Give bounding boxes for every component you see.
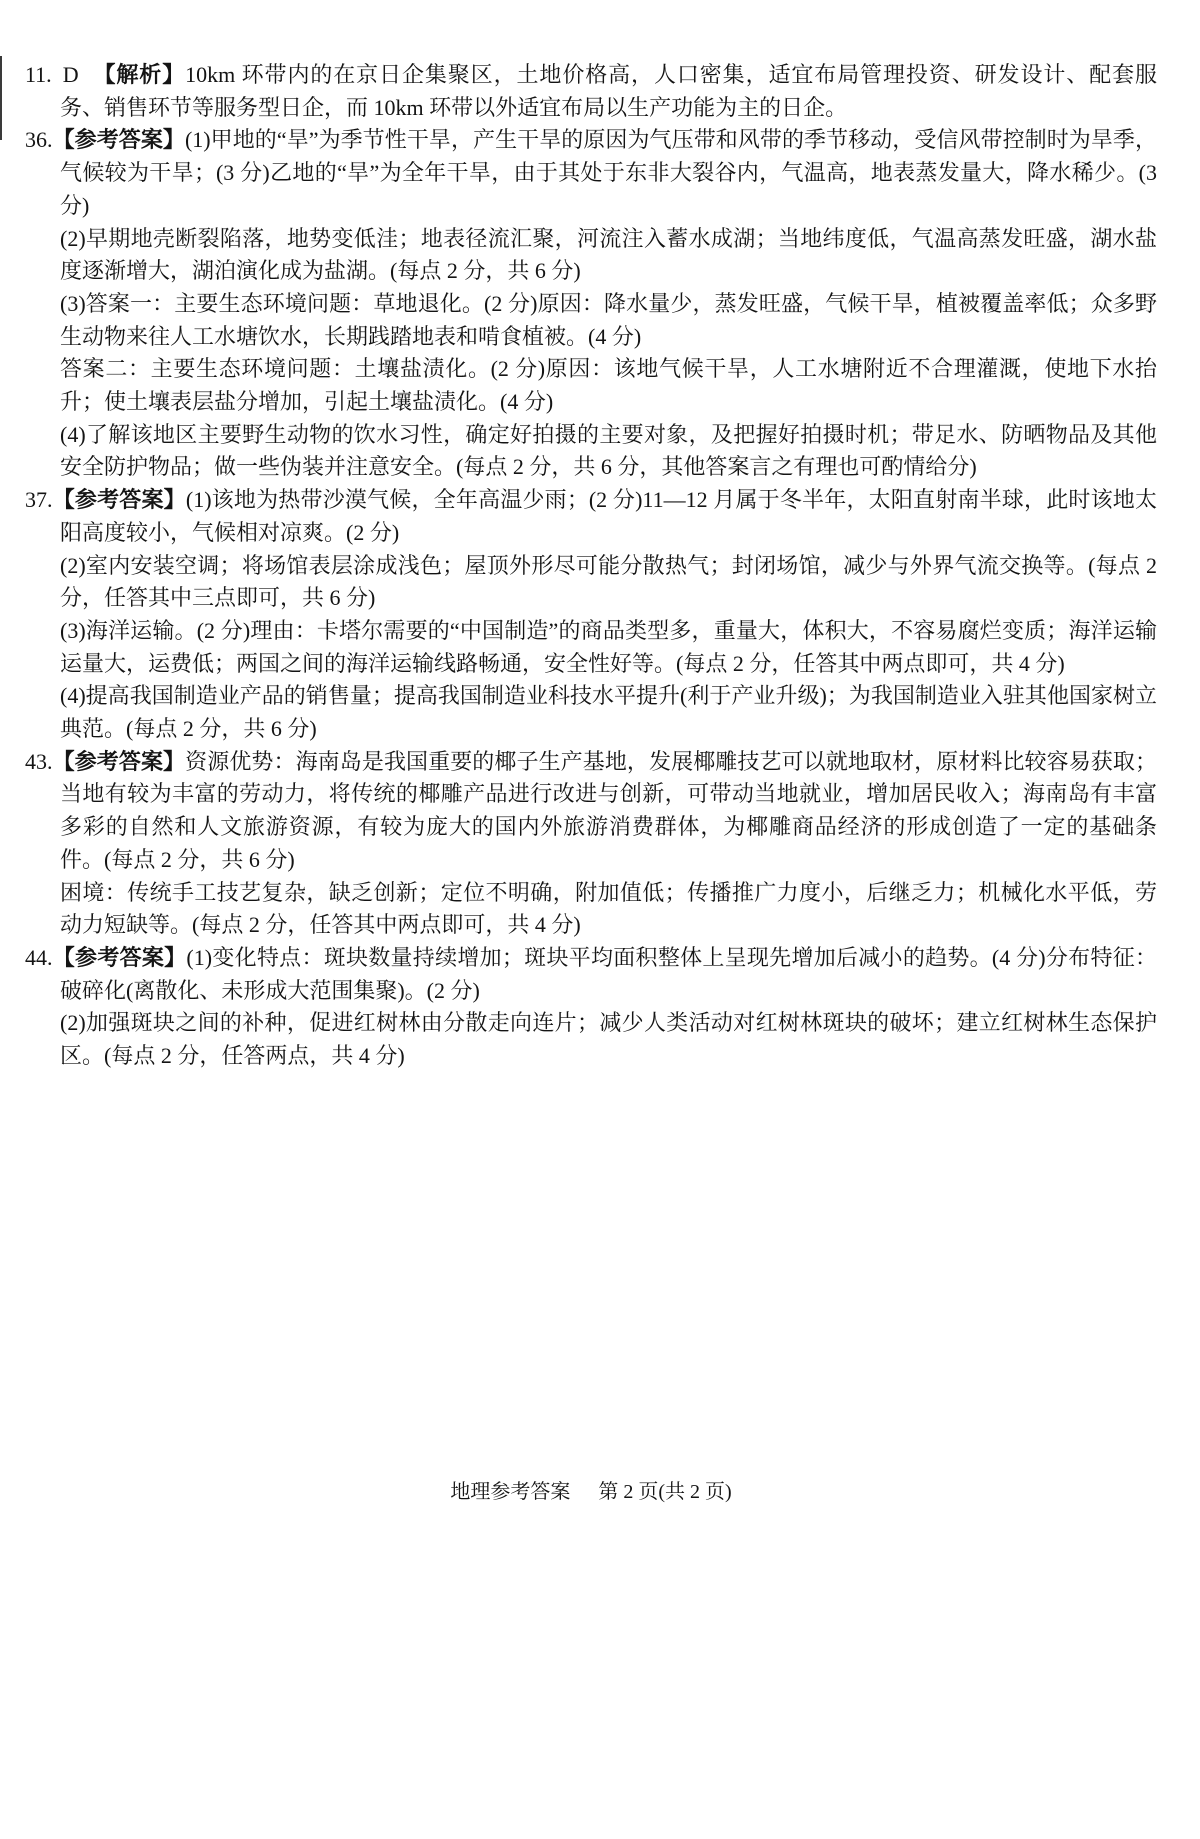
paragraph-text: (1)该地为热带沙漠气候，全年高温少雨；(2 分)11—12 月属于冬半年，太阳直射南半球，此时该地太阳高度较小，气候相对凉爽。(2 分) [60, 487, 1157, 545]
footer-subject-title: 地理参考答案 [450, 1481, 571, 1503]
answer-type-label: 【参考答案】 [52, 127, 185, 153]
answer-item-36 [25, 124, 1157, 484]
paragraph-text: (2)早期地壳断裂陷落，地势变低洼；地表径流汇聚，河流注入蓄水成湖；当地纬度低，气温高蒸发旺盛，湖水盐度逐渐增大，湖泊演化成为盐湖。(每点 2 分，共 6 分) [60, 225, 1157, 284]
paragraph-text: (3)海洋运输。(2 分)理由：卡塔尔需要的“中国制造”的商品类型多，重量大，体积大，不容易腐烂变质；海洋运输运量大，运费低；两国之间的海洋运输线路畅通，安全性好等。(每点 2 分，任答其中两点即可，共 4 分) [60, 617, 1157, 676]
answer-paragraph [60, 1007, 1157, 1072]
answer-first-paragraph [25, 124, 1157, 222]
paragraph-text: 困境：传统手工技艺复杂，缺乏创新；定位不明确，附加值低；传播推广力度小，后继乏力；机械化水平低，劳动力短缺等。(每点 2 分，任答其中两点即可，共 4 分) [60, 879, 1157, 938]
paragraph-text: (2)室内安装空调；将场馆表层涂成浅色；屋顶外形尽可能分散热气；封闭场馆，减少与外界气流交换等。(每点 2 分，任答其中三点即可，共 6 分) [60, 552, 1157, 611]
paragraph-text: (4)提高我国制造业产品的销售量；提高我国制造业科技水平提升(利于产业升级)；为我国制造业入驻其他国家树立典范。(每点 2 分，共 6 分) [60, 683, 1157, 742]
answer-first-paragraph [25, 484, 1157, 549]
answers-list [25, 59, 1157, 1073]
paragraph-text: 10km 环带内的在京日企集聚区，土地价格高，人口密集，适宜布局管理投资、研发设计、配套服务、销售环节等服务型日企，而 10km 环带以外适宜布局以生产功能为主的日企。 [60, 62, 1157, 120]
answer-first-paragraph [25, 942, 1157, 1007]
question-number: 36. [25, 127, 53, 153]
paragraph-text: 答案二：主要生态环境问题：土壤盐渍化。(2 分)原因：该地气候干旱，人工水塘附近不合理灌溉，使地下水抬升；使土壤表层盐分增加，引起土壤盐渍化。(4 分) [60, 356, 1157, 415]
question-number: 44. [25, 944, 53, 970]
answer-paragraph [60, 680, 1157, 745]
paragraph-text: 资源优势：海南岛是我国重要的椰子生产基地，发展椰雕技艺可以就地取材，原材料比较容易获取；当地有较为丰富的劳动力，将传统的椰雕产品进行改进与创新，可带动当地就业，增加居民收入；海南岛有丰富多彩的自然和人文旅游资源，有较为庞大的国内外旅游消费群体，为椰雕商品经济的形成创造了一定的基础条件。(每点 2 分，共 6 分) [60, 748, 1157, 872]
answer-first-paragraph [25, 746, 1157, 877]
answer-paragraph [60, 419, 1157, 484]
answer-first-paragraph [25, 59, 1157, 124]
question-number: 43. [25, 748, 53, 774]
paragraph-text: (3)答案一：主要生态环境问题：草地退化。(2 分)原因：降水量少，蒸发旺盛，气候干旱，植被覆盖率低；众多野生动物来往人工水塘饮水，长期践踏地表和啃食植被。(4 分) [60, 290, 1157, 349]
question-number: 11. [25, 62, 52, 87]
answer-type-label: 【解析】 [92, 62, 186, 87]
answer-item-44 [25, 942, 1157, 1073]
answer-item-37 [25, 484, 1157, 746]
paragraph-text: (2)加强斑块之间的补种，促进红树林由分散走向连片；减少人类活动对红树林斑块的破坏；建立红树林生态保护区。(每点 2 分，任答两点，共 4 分) [60, 1010, 1157, 1069]
answer-type-label: 【参考答案】 [52, 944, 187, 970]
question-number: 37. [25, 487, 53, 513]
scan-artifact-line [0, 56, 2, 140]
paragraph-text: (1)甲地的“旱”为季节性干旱，产生干旱的原因为气压带和风带的季节移动，受信风带控制时为旱季，气候较为干旱；(3 分)乙地的“旱”为全年干旱，由于其处于东非大裂谷内，气温高，地表蒸发量大，降水稀少。(3 分) [60, 127, 1157, 218]
footer-page-number: 第 2 页(共 2 页) [598, 1481, 732, 1503]
answer-paragraph [60, 353, 1157, 418]
answer-item-43 [25, 746, 1157, 942]
page-footer [25, 1479, 1157, 1505]
answer-paragraph [60, 550, 1157, 615]
paragraph-text: (1)变化特点：斑块数量持续增加；斑块平均面积整体上呈现先增加后减小的趋势。(4 分)分布特征：破碎化(离散化、未形成大范围集聚)。(2 分) [60, 944, 1157, 1003]
paragraph-text: (4)了解该地区主要野生动物的饮水习性，确定好拍摄的主要对象，及把握好拍摄时机；带足水、防晒物品及其他安全防护物品；做一些伪装并注意安全。(每点 2 分，共 6 分，其他答案言之有理也可酌情给分) [60, 421, 1157, 480]
answer-letter: D [62, 62, 79, 87]
answer-paragraph [60, 877, 1157, 942]
answer-type-label: 【参考答案】 [52, 748, 186, 774]
answer-paragraph [60, 615, 1157, 680]
answer-paragraph [60, 288, 1157, 353]
answer-item-11 [25, 59, 1157, 124]
answer-paragraph [60, 223, 1157, 288]
answer-type-label: 【参考答案】 [52, 487, 186, 513]
